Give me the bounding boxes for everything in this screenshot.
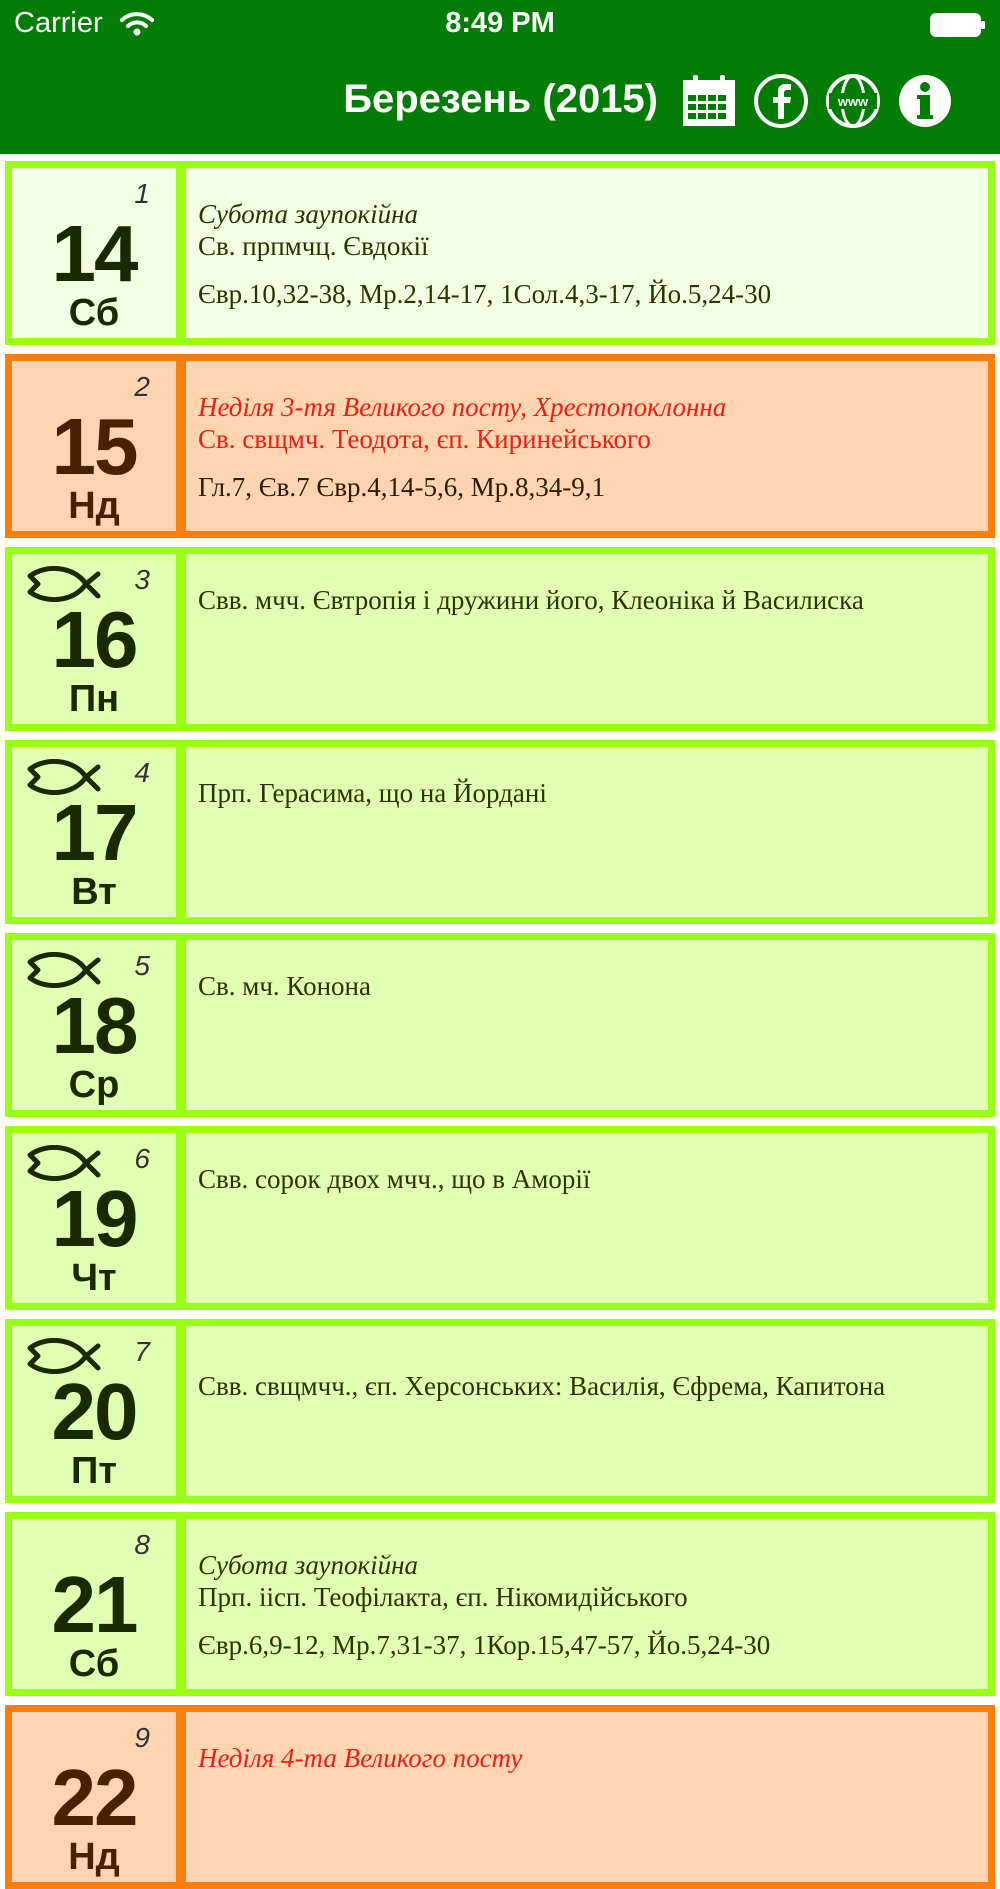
info-icon[interactable] (897, 73, 953, 129)
day-saint: Св. свщмч. Теодота, єп. Киринейського (198, 424, 651, 454)
top-bar (0, 0, 1000, 154)
day-number: 5 (134, 950, 150, 981)
day-row[interactable] (5, 354, 995, 538)
day-number: 7 (134, 1336, 150, 1367)
day-title: Неділя 3-тя Великого посту, Хрестопоклонна (198, 392, 727, 422)
carrier-label: Carrier (14, 7, 103, 39)
day-readings: Євр.6,9-12, Мр.7,31-37, 1Кор.15,47-57, Йо.5,24-30 (198, 1630, 771, 1660)
date-cell (12, 1519, 186, 1689)
day-number: 8 (134, 1529, 150, 1560)
weekday-label: Чт (71, 1257, 117, 1299)
day-title: Субота заупокійна (198, 199, 418, 229)
day-saint: Свв. мчч. Євтропія і дружини його, Клеоніка й Василиска (198, 585, 864, 615)
day-details (186, 1133, 988, 1303)
day-number: 3 (134, 564, 150, 595)
date-cell (12, 1326, 186, 1496)
weekday-label: Пн (68, 678, 120, 720)
day-saint: Свв. сорок двох мчч., що в Аморії (198, 1164, 591, 1194)
date-cell (12, 1133, 186, 1303)
day-details (186, 168, 988, 338)
date-label: 17 (51, 788, 137, 877)
day-saint: Прп. іісп. Теофілакта, єп. Нікомидійського (198, 1582, 688, 1612)
calendar-icon[interactable] (681, 73, 737, 129)
weekday-label: Нд (68, 485, 120, 527)
date-cell (12, 940, 186, 1110)
day-saint: Св. мч. Конона (198, 971, 371, 1001)
day-row[interactable] (5, 933, 995, 1117)
day-number: 4 (134, 757, 150, 788)
date-cell (12, 361, 186, 531)
date-label: 16 (51, 595, 137, 684)
date-label: 21 (51, 1560, 137, 1649)
status-time: 8:49 PM (445, 7, 555, 39)
day-saint: Свв. свщмчч., єп. Херсонських: Василія, Єфрема, Капитона (198, 1371, 886, 1401)
day-row[interactable] (5, 1126, 995, 1310)
day-number: 6 (134, 1143, 150, 1174)
day-row[interactable] (5, 1319, 995, 1503)
date-cell (12, 554, 186, 724)
day-row[interactable] (5, 1512, 995, 1696)
day-details (186, 940, 988, 1110)
day-details (186, 554, 988, 724)
date-cell (12, 1712, 186, 1882)
date-label: 15 (51, 402, 137, 491)
day-details (186, 1326, 988, 1496)
day-row[interactable] (5, 161, 995, 345)
date-label: 20 (51, 1367, 137, 1456)
day-title: Субота заупокійна (198, 1550, 418, 1580)
day-details (186, 1519, 988, 1689)
day-row[interactable] (5, 547, 995, 731)
day-number: 2 (134, 371, 150, 402)
day-readings: Гл.7, Єв.7 Євр.4,14-5,6, Мр.8,34-9,1 (198, 472, 605, 502)
date-label: 14 (51, 209, 137, 298)
status-bar (0, 0, 1000, 50)
battery-icon (930, 13, 986, 37)
day-details (186, 1712, 988, 1882)
date-cell (12, 168, 186, 338)
nav-bar (0, 50, 1000, 154)
weekday-label: Сб (68, 292, 120, 334)
day-row[interactable] (5, 740, 995, 924)
www-icon[interactable] (825, 73, 881, 129)
weekday-label: Нд (68, 1836, 120, 1878)
day-readings: Євр.10,32-38, Мр.2,14-17, 1Сол.4,3-17, Йо.5,24-30 (198, 279, 772, 309)
day-saint: Прп. Герасима, що на Йордані (198, 778, 547, 808)
date-cell (12, 747, 186, 917)
date-label: 22 (51, 1753, 137, 1842)
svg-text:www: www (837, 94, 869, 109)
weekday-label: Вт (71, 871, 117, 913)
day-number: 1 (134, 178, 150, 209)
date-label: 19 (51, 1174, 137, 1263)
facebook-icon[interactable] (753, 73, 809, 129)
date-label: 18 (51, 981, 137, 1070)
weekday-label: Ср (68, 1064, 120, 1106)
weekday-label: Сб (68, 1643, 120, 1685)
day-row[interactable] (5, 1705, 995, 1889)
day-number: 9 (134, 1722, 150, 1753)
day-details (186, 361, 988, 531)
day-title: Неділя 4-та Великого посту (198, 1743, 523, 1773)
month-title: Березень (2015) (343, 77, 658, 121)
day-details (186, 747, 988, 917)
day-saint: Св. прпмчц. Євдокії (198, 231, 429, 261)
weekday-label: Пт (71, 1450, 117, 1492)
